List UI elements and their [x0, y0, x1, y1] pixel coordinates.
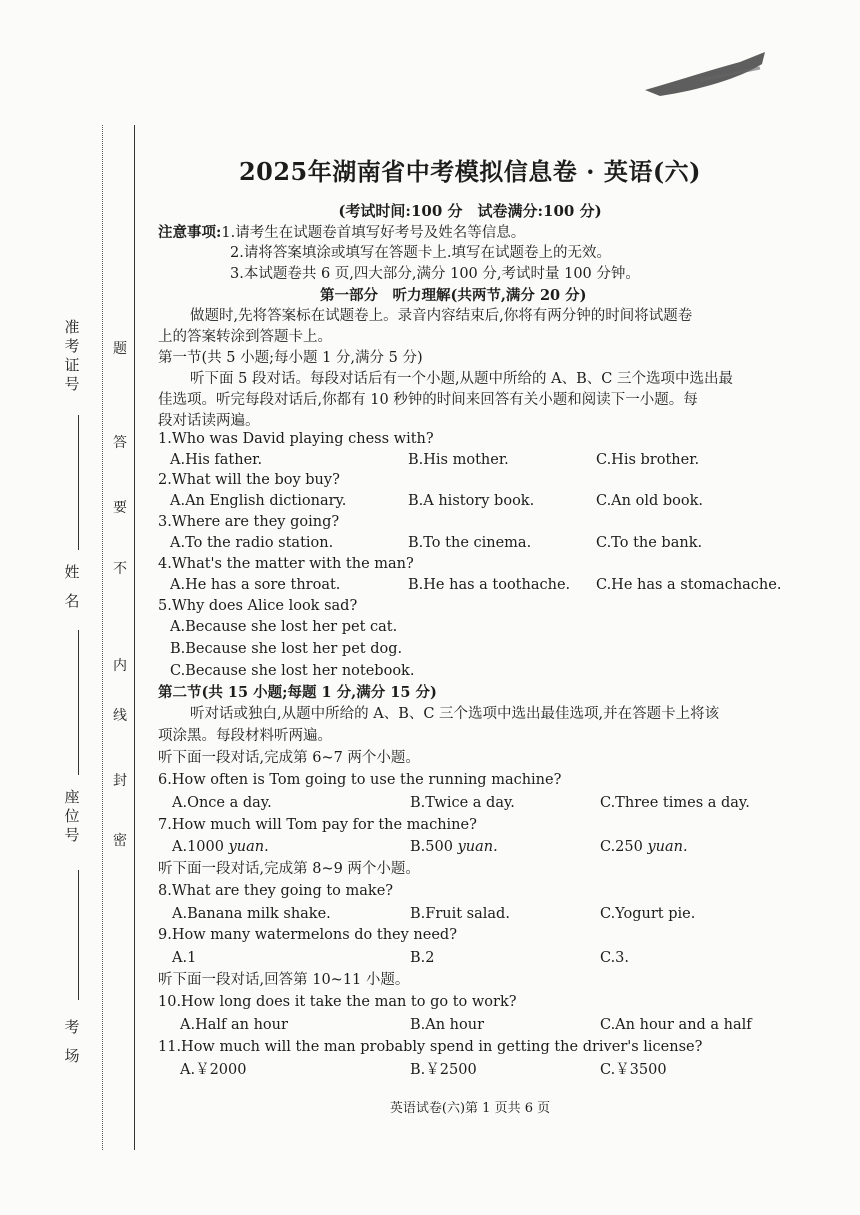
q6-option-c: C.Three times a day.	[600, 795, 750, 811]
q2-option-b: B.A history book.	[408, 493, 535, 509]
q6-option-b: B.Twice a day.	[410, 795, 515, 811]
question-2: 2.What will the boy buy?	[158, 472, 340, 488]
q5-option-b: B.Because she lost her pet dog.	[170, 641, 403, 657]
q8-option-c: C.Yogurt pie.	[600, 906, 696, 922]
q8-option-a: A.Banana milk shake.	[172, 906, 331, 922]
scan-smudge	[640, 50, 770, 100]
notice-line-2: 2.请将答案填涂或填写在答题卡上.填写在试题卷上的无效。	[230, 245, 611, 261]
question-6: 6.How often is Tom going to use the running machine?	[158, 772, 562, 788]
notice-line-3: 3.本试题卷共 6 页,四大部分,满分 100 分,考试时量 100 分钟。	[230, 266, 640, 282]
q10-option-c: C.An hour and a half	[600, 1017, 752, 1033]
margin-seat-label: 座 位 号	[64, 788, 80, 844]
q1-option-c: C.His brother.	[596, 452, 700, 468]
section1-heading: 第一节(共 5 小题;每小题 1 分,满分 5 分)	[158, 350, 423, 366]
q4-option-a: A.He has a sore throat.	[170, 577, 341, 593]
section1-intro-2: 佳选项。听完每段对话后,你都有 10 秒钟的时间来回答有关小题和阅读下一小题。每	[158, 392, 698, 408]
section1-intro-1: 听下面 5 段对话。每段对话后有一个小题,从题中所给的 A、B、C 三个选项中选出最	[190, 371, 733, 387]
q3-option-b: B.To the cinema.	[408, 535, 532, 551]
binding-dotted-line	[102, 125, 103, 1150]
q7-option-a: A.1000 yuan.	[172, 839, 269, 855]
question-1: 1.Who was David playing chess with?	[158, 431, 434, 447]
question-3: 3.Where are they going?	[158, 514, 340, 530]
q10-option-a: A.Half an hour	[180, 1017, 288, 1033]
question-7: 7.How much will Tom pay for the machine?	[158, 817, 477, 833]
question-4: 4.What's the matter with the man?	[158, 556, 414, 572]
q5-option-a: A.Because she lost her pet cat.	[170, 619, 398, 635]
question-8: 8.What are they going to make?	[158, 883, 394, 899]
question-5: 5.Why does Alice look sad?	[158, 598, 358, 614]
q9-option-b: B.2	[410, 950, 435, 966]
q7-option-c: C.250 yuan.	[600, 839, 688, 855]
q5-option-c: C.Because she lost her notebook.	[170, 663, 415, 679]
exam-time-info: (考试时间:100 分 试卷满分:100 分)	[338, 202, 602, 220]
part1-intro-2: 上的答案转涂到答题卡上。	[158, 329, 332, 345]
q2-option-a: A.An English dictionary.	[170, 493, 347, 509]
q2-option-c: C.An old book.	[596, 493, 704, 509]
q9-option-c: C.3.	[600, 950, 630, 966]
group-8-9-intro: 听下面一段对话,完成第 8~9 两个小题。	[158, 861, 420, 877]
margin-name-label: 姓 名	[64, 563, 80, 610]
part1-heading: 第一部分 听力理解(共两节,满分 20 分)	[320, 287, 587, 304]
q1-option-b: B.His mother.	[408, 452, 509, 468]
page-footer: 英语试卷(六)第 1 页共 6 页	[389, 1101, 551, 1116]
question-9: 9.How many watermelons do they need?	[158, 927, 457, 943]
question-10: 10.How long does it take the man to go to work?	[158, 994, 517, 1010]
q8-option-b: B.Fruit salad.	[410, 906, 510, 922]
q11-option-b: B.￥2500	[410, 1062, 477, 1078]
q9-option-a: A.1	[172, 950, 197, 966]
group-10-11-intro: 听下面一段对话,回答第 10~11 小题。	[158, 972, 410, 988]
notice-line-1: 注意事项:1.请考生在试题卷首填写好考号及姓名等信息。	[158, 224, 526, 241]
page-title: 2025年湖南省中考模拟信息卷 · 英语(六)	[238, 157, 702, 186]
section2-intro-1: 听对话或独白,从题中所给的 A、B、C 三个选项中选出最佳选项,并在答题卡上将该	[190, 706, 720, 722]
q6-option-a: A.Once a day.	[172, 795, 272, 811]
q7-option-b: B.500 yuan.	[410, 839, 498, 855]
q1-option-a: A.His father.	[170, 452, 263, 468]
binding-solid-line	[134, 125, 135, 1150]
group-6-7-intro: 听下面一段对话,完成第 6~7 两个小题。	[158, 750, 420, 766]
q3-option-c: C.To the bank.	[596, 535, 703, 551]
q11-option-c: C.￥3500	[600, 1062, 667, 1078]
seat-blank	[78, 870, 79, 1000]
section2-heading: 第二节(共 15 小题;每题 1 分,满分 15 分)	[158, 684, 437, 701]
section1-intro-3: 段对话读两遍。	[158, 413, 260, 429]
margin-room-label: 考 场	[64, 1018, 80, 1065]
q4-option-c: C.He has a stomachache.	[596, 577, 782, 593]
question-11: 11.How much will the man probably spend in getting the driver's license?	[158, 1039, 703, 1055]
notice-label: 注意事项:	[158, 224, 222, 241]
q11-option-a: A.￥2000	[180, 1062, 247, 1078]
q10-option-b: B.An hour	[410, 1017, 485, 1033]
margin-exam-number-label: 准 考 证 号	[64, 318, 80, 393]
part1-intro-1: 做题时,先将答案标在试题卷上。录音内容结束后,你将有两分钟的时间将试题卷	[190, 308, 693, 324]
name-blank	[78, 630, 79, 775]
q4-option-b: B.He has a toothache.	[408, 577, 571, 593]
section2-intro-2: 项涂黑。每段材料听两遍。	[158, 728, 332, 744]
q3-option-a: A.To the radio station.	[170, 535, 334, 551]
exam-number-blank	[78, 415, 79, 550]
